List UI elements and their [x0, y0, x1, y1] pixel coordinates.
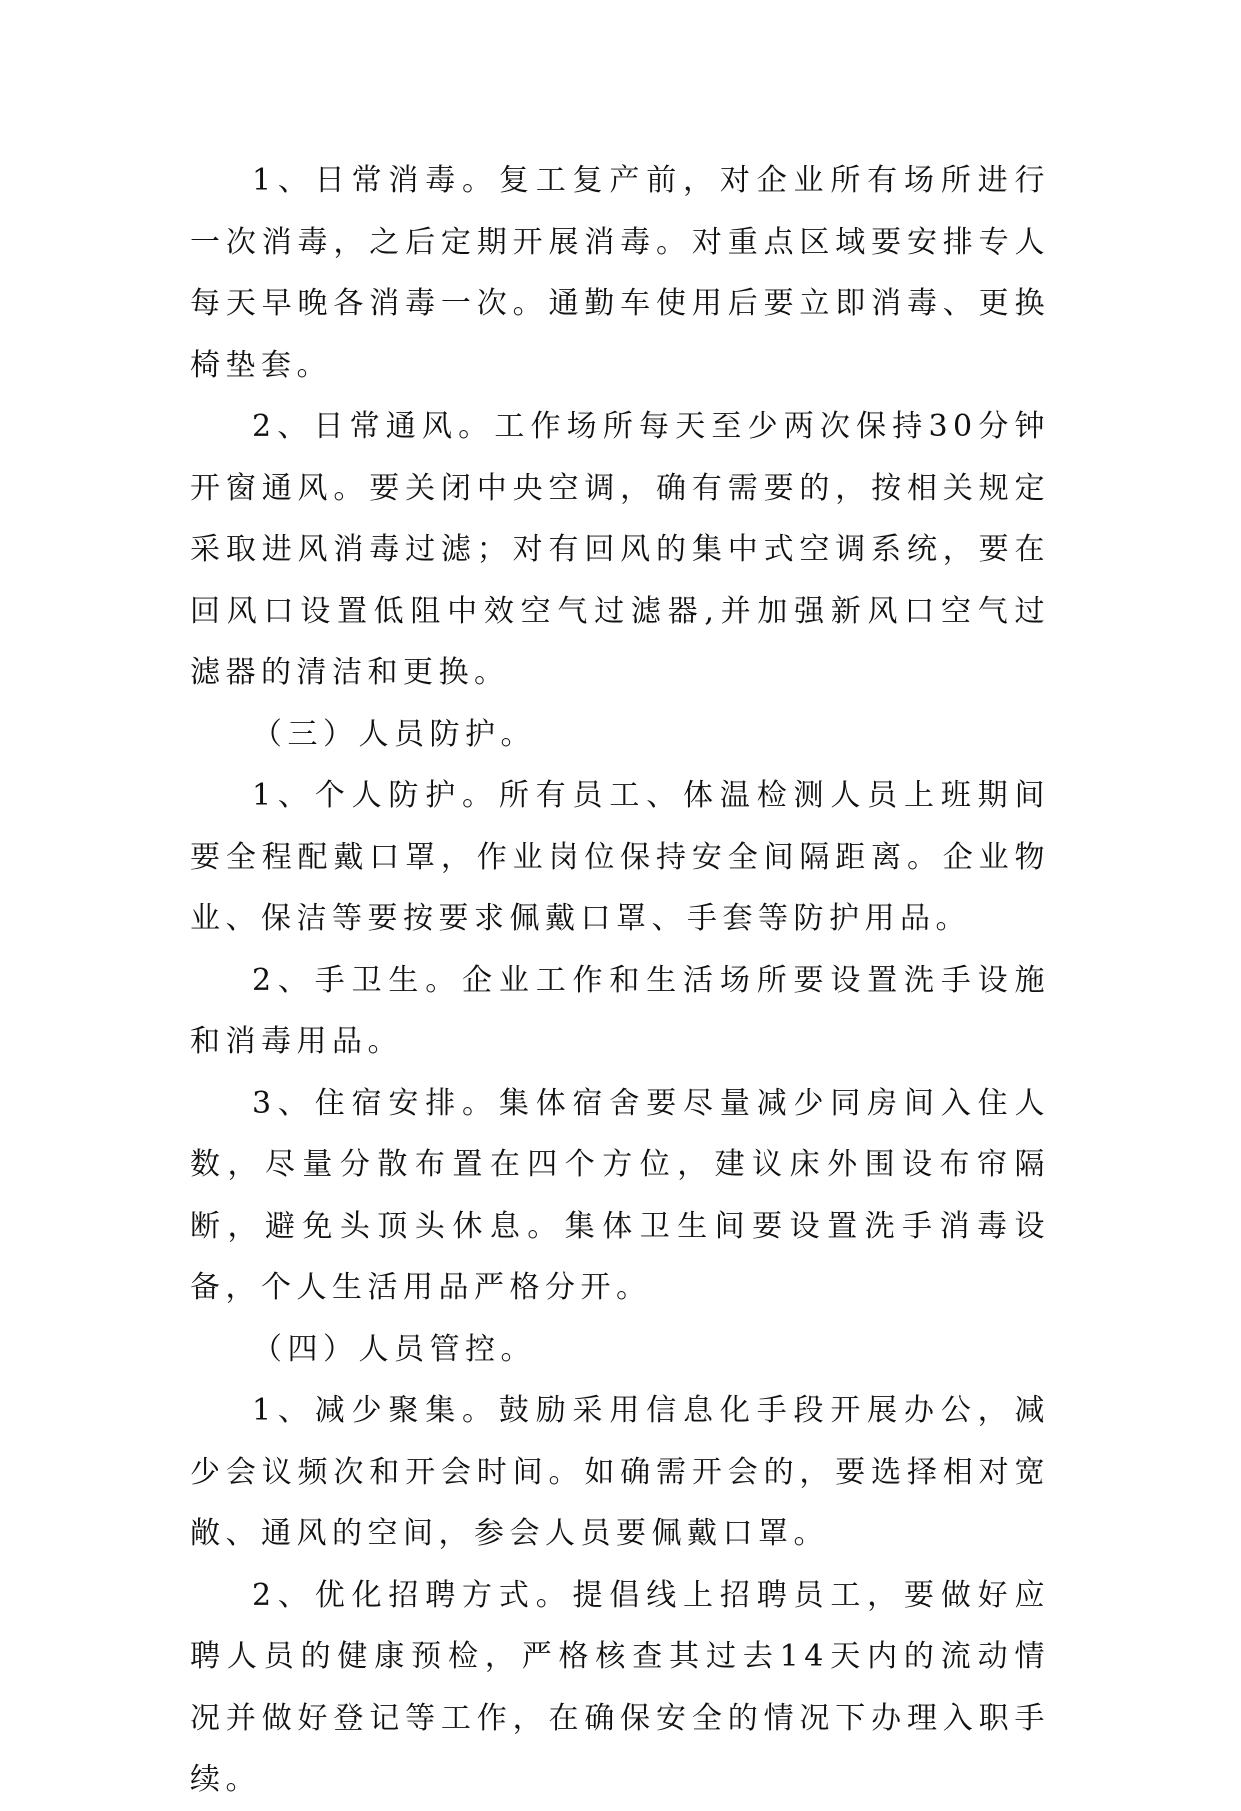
paragraph-daily-disinfection: 1、日常消毒。复工复产前，对企业所有场所进行一次消毒，之后定期开展消毒。对重点区域要安排专人每天早晚各消毒一次。通勤车使用后要立即消毒、更换椅垫套。	[190, 163, 1050, 383]
section-heading-personnel-control: （四）人员管控。	[252, 1331, 536, 1367]
paragraph-daily-ventilation: 2、日常通风。工作场所每天至少两次保持30分钟开窗通风。要关闭中央空调，确有需要的，按相关规定采取进风消毒过滤；对有回风的集中式空调系统，要在回风口设置低阻中效空气过滤器,并加强新风口空气过滤器的清洁和更换。	[190, 409, 1050, 690]
paragraph-optimize-recruitment: 2、优化招聘方式。提倡线上招聘员工，要做好应聘人员的健康预检，严格核查其过去14天内的流动情况并做好登记等工作，在确保安全的情况下办理入职手续。	[190, 1577, 1050, 1797]
paragraph-hand-hygiene: 2、手卫生。企业工作和生活场所要设置洗手设施和消毒用品。	[190, 962, 1050, 1059]
paragraph-accommodation: 3、住宿安排。集体宿舍要尽量减少同房间入住人数，尽量分散布置在四个方位，建议床外围设布帘隔断，避免头顶头休息。集体卫生间要设置洗手消毒设备，个人生活用品严格分开。	[190, 1085, 1050, 1305]
paragraph-personal-protection: 1、个人防护。所有员工、体温检测人员上班期间要全程配戴口罩，作业岗位保持安全间隔距离。企业物业、保洁等要按要求佩戴口罩、手套等防护用品。	[190, 778, 1050, 936]
section-heading-personnel-protection: （三）人员防护。	[252, 716, 536, 752]
document-body	[190, 150, 1050, 1811]
paragraph-reduce-gathering: 1、减少聚集。鼓励采用信息化手段开展办公，减少会议频次和开会时间。如确需开会的，要选择相对宽敞、通风的空间，参会人员要佩戴口罩。	[190, 1393, 1050, 1551]
